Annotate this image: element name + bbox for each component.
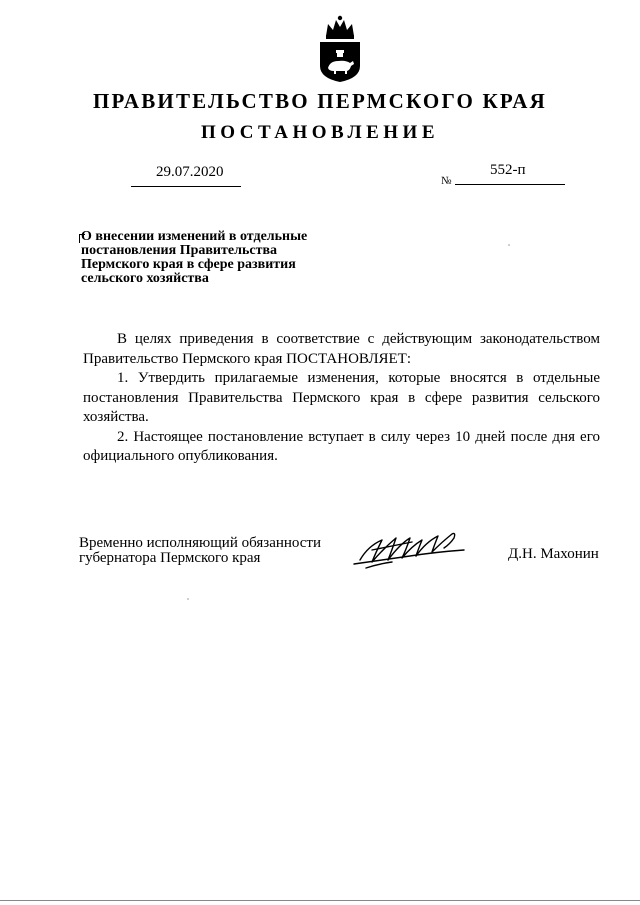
body-paragraph: 1. Утвердить прилагаемые изменения, которые вносятся в отдельные постановления Правительства Пермского края в сфере развития сельского хозяйства.	[83, 370, 600, 425]
subject-line: постановления Правительства	[81, 243, 277, 258]
document-date: 29.07.2020	[156, 164, 224, 180]
signer-position	[79, 536, 321, 566]
handwritten-signature-icon	[352, 520, 472, 575]
scan-speck	[187, 598, 189, 600]
number-sign: №	[441, 175, 452, 187]
subject-line: Пермского края в сфере развития	[81, 257, 296, 272]
body-paragraph: 2. Настоящее постановление вступает в силу через 10 дней после дня его официального опубликования.	[83, 428, 600, 464]
organization-title: ПРАВИТЕЛЬСТВО ПЕРМСКОГО КРАЯ	[92, 89, 547, 113]
scan-speck	[508, 244, 510, 246]
scan-edge-line	[0, 900, 640, 901]
document-body	[83, 330, 600, 467]
signer-name: Д.Н. Махонин	[508, 546, 599, 562]
signer-position-line: Временно исполняющий обязанности	[79, 535, 322, 551]
document-type: ПОСТАНОВЛЕНИЕ	[200, 122, 440, 143]
document-subject	[81, 230, 361, 286]
subject-line: О внесении изменений в отдельные	[81, 229, 308, 244]
subject-line: сельского хозяйства	[81, 271, 209, 286]
document-number: 552-п	[490, 162, 526, 178]
number-underline	[455, 184, 565, 185]
date-underline	[131, 186, 241, 187]
body-paragraph: В целях приведения в соответствие с действующим законодательством Правительство Пермского края ПОСТАНОВЛЯЕТ:	[83, 331, 600, 367]
signer-position-line: губернатора Пермского края	[79, 550, 261, 566]
perm-krai-coat-of-arms-icon	[316, 14, 364, 84]
